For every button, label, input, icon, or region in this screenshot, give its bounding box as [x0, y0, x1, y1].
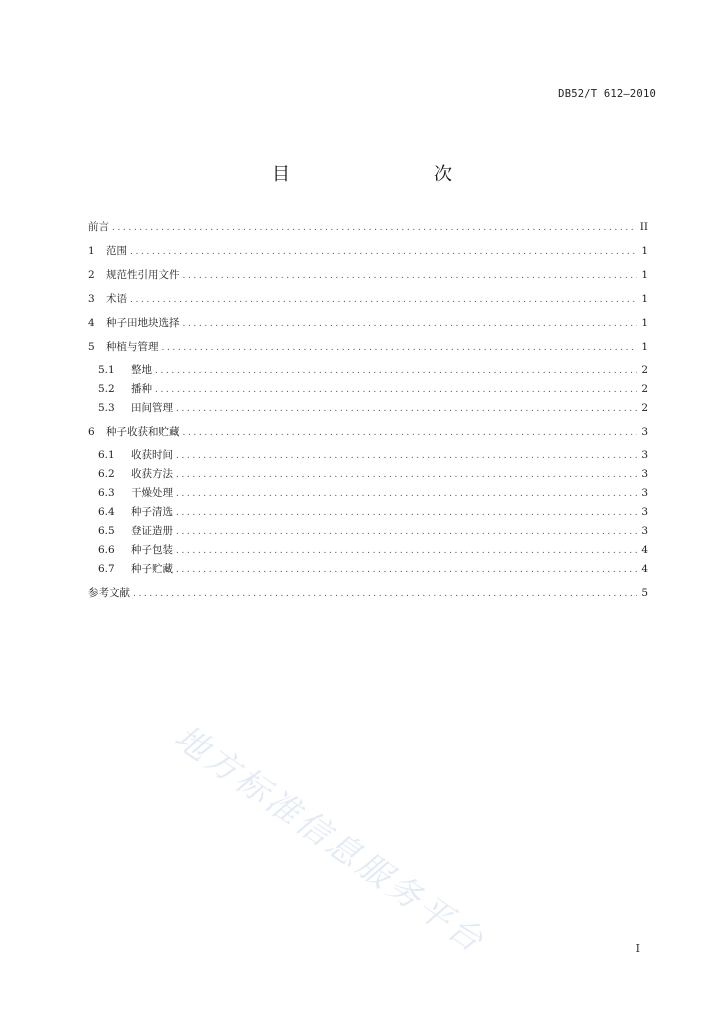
toc-entry-label: 范围 [106, 245, 127, 257]
toc-entry[interactable] [98, 382, 648, 396]
toc-dot-leader [176, 544, 637, 558]
toc-entry-number: 5.1 [98, 364, 115, 376]
toc-entry-number: 6.4 [98, 506, 115, 518]
toc-entry-label: 种子贮藏 [131, 563, 173, 575]
toc-entry-page: 2 [641, 402, 648, 414]
toc-entry[interactable] [88, 425, 648, 439]
toc-entry-number: 6.3 [98, 487, 115, 499]
toc-entry[interactable] [98, 524, 648, 538]
toc-entry-page: 3 [641, 525, 648, 537]
toc-entry-page: 1 [641, 245, 648, 257]
page-number: I [635, 942, 640, 955]
toc-entry[interactable] [98, 448, 648, 462]
toc-entry-label: 登证造册 [131, 525, 173, 537]
toc-dot-leader [183, 426, 638, 440]
toc-entry-label: 收获方法 [131, 468, 173, 480]
toc-entry[interactable] [98, 401, 648, 415]
toc-entry-page: 2 [641, 383, 648, 395]
toc-dot-leader [155, 364, 637, 378]
toc-dot-leader [133, 587, 637, 601]
toc-entry[interactable] [98, 505, 648, 519]
toc-entry-label: 田间管理 [131, 402, 173, 414]
toc-entry-page: 3 [641, 426, 648, 438]
toc-dot-leader [176, 506, 637, 520]
toc-entry-label: 规范性引用文件 [106, 269, 180, 281]
toc-entry-label: 播种 [131, 383, 152, 395]
toc-entry-number: 5 [88, 341, 95, 353]
toc-entry[interactable] [88, 244, 648, 258]
toc-entry-page: 2 [641, 364, 648, 376]
toc-entry[interactable] [88, 586, 648, 600]
toc-entry[interactable] [98, 363, 648, 377]
toc-entry-number: 6.1 [98, 449, 115, 461]
toc-dot-leader [176, 487, 637, 501]
toc-dot-leader [176, 468, 637, 482]
toc-entry-number: 2 [88, 269, 95, 281]
toc-entry-number: 6 [88, 426, 95, 438]
toc-dot-leader [176, 449, 637, 463]
toc-entry-number: 1 [88, 245, 95, 257]
toc-entry[interactable] [88, 220, 648, 234]
toc-dot-leader [176, 563, 637, 577]
toc-entry[interactable] [98, 486, 648, 500]
toc-entry-page: 3 [641, 468, 648, 480]
toc-entry-label: 种子田地块选择 [106, 317, 180, 329]
toc-entry-label: 前言 [88, 221, 109, 233]
toc-entry-label: 种植与管理 [106, 341, 159, 353]
toc-entry-number: 5.3 [98, 402, 115, 414]
toc-dot-leader [130, 245, 637, 259]
toc-dot-leader [130, 293, 637, 307]
toc-entry-label: 种子包装 [131, 544, 173, 556]
toc-entry[interactable] [88, 292, 648, 306]
toc-entry-label: 收获时间 [131, 449, 173, 461]
toc-entry-number: 3 [88, 293, 95, 305]
toc-entry-page: 5 [641, 587, 648, 599]
toc-entry-page: 1 [641, 341, 648, 353]
toc-entry-page: 3 [641, 487, 648, 499]
toc-entry[interactable] [88, 316, 648, 330]
document-code: DB52/T 612—2010 [558, 88, 656, 100]
toc-dot-leader [183, 269, 638, 283]
toc-title: 目 次 [272, 164, 488, 185]
toc-entry-label: 种子收获和贮藏 [106, 426, 180, 438]
watermark: 地方标准信息服务平台 [167, 717, 494, 962]
toc-entry-page: 1 [641, 269, 648, 281]
toc-dot-leader [162, 341, 638, 355]
toc-entry-label: 干燥处理 [131, 487, 173, 499]
toc-dot-leader [112, 221, 637, 235]
toc-entry-label: 术语 [106, 293, 127, 305]
toc-entry-number: 5.2 [98, 383, 115, 395]
toc-entry-number: 6.7 [98, 563, 115, 575]
toc-entry[interactable] [88, 268, 648, 282]
toc-entry[interactable] [88, 340, 648, 354]
toc-dot-leader [176, 525, 637, 539]
toc-entry-label: 整地 [131, 364, 152, 376]
toc-entry[interactable] [98, 562, 648, 576]
toc-entry-number: 6.6 [98, 544, 115, 556]
toc-entry-page: 4 [641, 563, 648, 575]
toc-entry-number: 4 [88, 317, 95, 329]
toc-dot-leader [155, 383, 637, 397]
toc-entry-page: 3 [641, 449, 648, 461]
toc-dot-leader [183, 317, 638, 331]
toc-entry-label: 种子清选 [131, 506, 173, 518]
toc-entry-label: 参考文献 [88, 587, 130, 599]
toc-dot-leader [176, 402, 637, 416]
toc-entry-page: 1 [641, 293, 648, 305]
toc-entry-page: 3 [641, 506, 648, 518]
toc-entry-page: 4 [641, 544, 648, 556]
toc-entry[interactable] [98, 467, 648, 481]
toc-entry-page: II [639, 221, 648, 233]
toc-entry-number: 6.2 [98, 468, 115, 480]
toc-entry-number: 6.5 [98, 525, 115, 537]
toc-entry[interactable] [98, 543, 648, 557]
toc-entry-page: 1 [641, 317, 648, 329]
